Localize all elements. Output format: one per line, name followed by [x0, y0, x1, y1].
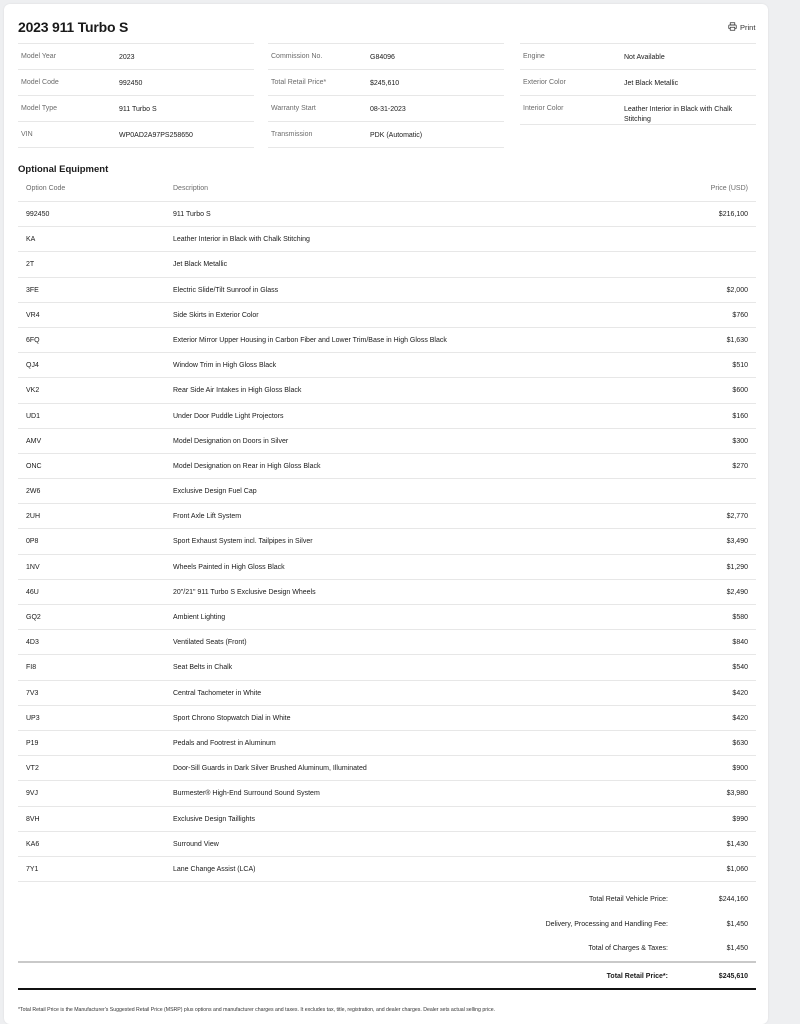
price-cell: $1,630	[726, 336, 748, 344]
option-code-cell: 9VJ	[26, 790, 39, 798]
spec-row	[268, 69, 504, 95]
spec-row	[18, 69, 254, 95]
table-row	[18, 353, 756, 378]
spec-row	[268, 121, 504, 148]
price-cell: $2,490	[726, 588, 748, 596]
price-cell: $1,430	[726, 840, 748, 848]
total-label: Total Retail Vehicle Price:	[589, 896, 668, 903]
final-total-row	[18, 965, 756, 989]
price-cell: $270	[732, 462, 748, 470]
spec-label: Engine	[523, 53, 545, 60]
spec-label: Model Code	[21, 79, 59, 86]
spec-label: Exterior Color	[523, 79, 566, 86]
spec-label: Interior Color	[523, 105, 564, 112]
specs-column-1	[18, 43, 254, 148]
specs-column-3	[520, 43, 756, 125]
option-code-cell: VT2	[26, 765, 39, 773]
option-code-cell: 2UH	[26, 513, 41, 521]
description-cell: Ambient Lighting	[173, 614, 226, 621]
price-cell: $1,060	[726, 865, 748, 873]
option-code-cell: GQ2	[26, 614, 41, 621]
description-cell: Exterior Mirror Upper Housing in Carbon Fiber and Lower Trim/Base in High Gloss Black	[173, 336, 447, 344]
spec-row	[18, 121, 254, 148]
spec-value: WP0AD2A97PS258650	[119, 132, 193, 139]
table-body	[18, 202, 756, 882]
price-cell: $580	[732, 614, 748, 621]
description-cell: Pedals and Footrest in Aluminum	[173, 739, 276, 747]
option-code-cell: 8VH	[26, 815, 40, 823]
option-code-cell: 2W6	[26, 488, 41, 496]
description-cell: Burmester® High-End Surround Sound System	[173, 790, 320, 798]
price-cell: $600	[732, 387, 748, 395]
price-cell: $630	[732, 739, 748, 747]
total-value: $1,450	[726, 920, 748, 928]
price-cell: $3,980	[726, 790, 748, 798]
price-cell: $540	[732, 664, 748, 672]
total-value: $1,450	[726, 945, 748, 952]
table-row	[18, 529, 756, 554]
table-row	[18, 807, 756, 832]
print-button[interactable]	[728, 22, 755, 33]
table-row	[18, 630, 756, 655]
option-code-cell: 7Y1	[26, 865, 39, 873]
description-cell: Window Trim in High Gloss Black	[173, 362, 277, 370]
description-cell: Electric Slide/Tilt Sunroof in Glass	[173, 286, 279, 294]
spec-value: 992450	[119, 80, 143, 87]
specs-column-2	[268, 43, 504, 148]
table-row	[18, 404, 756, 429]
spec-value: G84096	[370, 54, 395, 61]
spec-value: Leather Interior in Black with Chalk Stitching	[624, 106, 733, 123]
description-cell: Jet Black Metallic	[173, 261, 228, 269]
spec-row	[520, 43, 756, 69]
spec-label: Warranty Start	[271, 105, 316, 112]
total-label: Delivery, Processing and Handling Fee:	[545, 920, 668, 928]
total-row	[18, 888, 756, 913]
table-row	[18, 454, 756, 479]
spec-value: 08-31-2023	[370, 106, 406, 113]
description-cell: Under Door Puddle Light Projectors	[173, 412, 284, 420]
option-code-cell: 46U	[26, 588, 39, 596]
option-code-cell: UP3	[26, 714, 40, 722]
spec-value: PDK (Automatic)	[370, 132, 423, 139]
spec-row	[520, 69, 756, 95]
option-code-cell: KA6	[26, 840, 40, 848]
spec-row	[18, 95, 254, 121]
option-code-cell: QJ4	[26, 362, 39, 370]
option-code-cell: 6FQ	[26, 336, 40, 344]
description-cell: Sport Chrono Stopwatch Dial in White	[173, 714, 291, 722]
table-row	[18, 832, 756, 857]
table-row	[18, 731, 756, 756]
table-row	[18, 504, 756, 529]
spec-label: Total Retail Price*	[271, 79, 327, 86]
option-code-cell: 3FE	[26, 286, 39, 294]
table-row	[18, 227, 756, 252]
spec-row	[18, 43, 254, 69]
final-total-underline	[18, 988, 756, 990]
spec-row	[268, 95, 504, 121]
price-cell: $990	[732, 815, 748, 823]
option-code-cell: VR4	[26, 311, 40, 319]
table-row	[18, 655, 756, 680]
description-cell: Sport Exhaust System incl. Tailpipes in Silver	[173, 538, 313, 546]
option-code-cell: P19	[26, 739, 39, 747]
vehicle-summary-card	[4, 4, 768, 1024]
price-cell: $420	[732, 714, 748, 722]
option-code-cell: 2T	[26, 261, 35, 269]
description-cell: 911 Turbo S	[173, 211, 211, 218]
option-code-cell: ONC	[26, 462, 42, 470]
option-code-cell: KA	[26, 236, 36, 244]
description-cell: Surround View	[173, 840, 219, 848]
table-header	[18, 177, 756, 202]
msrp-footnote: *Total Retail Price is the Manufacturer's Suggested Retail Price (MSRP) plus options and manufacturer charges and taxes. It excludes tax, title, registration, and dealer charges. Dealer sets actual selling price.	[18, 1007, 496, 1013]
totals-divider	[18, 961, 756, 963]
description-cell: Seat Belts in Chalk	[173, 664, 233, 672]
description-cell: Central Tachometer in White	[173, 689, 262, 697]
description-cell: Exclusive Design Fuel Cap	[173, 488, 257, 496]
page-title: 2023 911 Turbo S	[18, 19, 129, 35]
spec-value: Jet Black Metallic	[624, 80, 679, 87]
price-cell: $2,000	[726, 286, 748, 294]
total-value: $244,160	[718, 896, 748, 903]
spec-label: Model Year	[21, 53, 57, 60]
table-row	[18, 278, 756, 303]
table-row	[18, 303, 756, 328]
price-cell: $1,290	[726, 563, 748, 571]
printer-icon	[728, 22, 737, 33]
option-code-cell: 992450	[26, 211, 50, 218]
optional-equipment-title: Optional Equipment	[18, 164, 109, 175]
option-code-cell: 1NV	[26, 563, 40, 571]
option-code-cell: FI8	[26, 664, 37, 672]
description-cell: Exclusive Design Taillights	[173, 815, 255, 823]
totals-list	[18, 888, 756, 962]
description-cell: Wheels Painted in High Gloss Black	[173, 563, 285, 571]
price-cell: $2,770	[726, 513, 748, 521]
header-option-code: Option Code	[26, 185, 66, 192]
table-row	[18, 756, 756, 781]
description-cell: Side Skirts in Exterior Color	[173, 311, 259, 319]
option-code-cell: AMV	[26, 437, 42, 445]
final-total-value: $245,610	[718, 973, 748, 980]
option-code-cell: 0P8	[26, 538, 39, 546]
option-code-cell: VK2	[26, 387, 40, 395]
price-cell: $216,100	[718, 211, 748, 218]
description-cell: Leather Interior in Black with Chalk Stitching	[173, 236, 310, 244]
table-row	[18, 378, 756, 403]
spec-row	[520, 95, 756, 125]
spec-label: Model Type	[21, 105, 58, 112]
table-row	[18, 580, 756, 605]
description-cell: Model Designation on Doors in Silver	[173, 437, 289, 445]
total-row	[18, 913, 756, 938]
price-cell: $160	[732, 412, 748, 420]
spec-row	[268, 43, 504, 69]
price-cell: $300	[732, 437, 748, 445]
description-cell: Rear Side Air Intakes in High Gloss Black	[173, 387, 302, 395]
description-cell: Front Axle Lift System	[173, 513, 242, 521]
price-cell: $760	[732, 311, 748, 319]
header-description: Description	[173, 185, 209, 192]
table-row	[18, 857, 756, 882]
spec-label: Transmission	[271, 131, 313, 138]
spec-value: 2023	[119, 54, 135, 61]
spec-label: VIN	[21, 131, 33, 138]
table-row	[18, 202, 756, 227]
optional-equipment-table	[18, 177, 756, 882]
spec-value: Not Available	[624, 54, 665, 61]
table-row	[18, 328, 756, 353]
total-label: Total of Charges & Taxes:	[588, 945, 668, 952]
description-cell: Lane Change Assist (LCA)	[173, 865, 256, 873]
price-cell: $840	[732, 639, 748, 647]
price-cell: $900	[732, 765, 748, 773]
description-cell: 20"/21" 911 Turbo S Exclusive Design Wheels	[173, 588, 316, 596]
table-row	[18, 706, 756, 731]
spec-label: Commission No.	[271, 53, 323, 60]
table-row	[18, 429, 756, 454]
table-row	[18, 479, 756, 504]
spec-value: 911 Turbo S	[119, 106, 157, 113]
table-row	[18, 681, 756, 706]
table-row	[18, 555, 756, 580]
option-code-cell: UD1	[26, 412, 41, 420]
description-cell: Model Designation on Rear in High Gloss Black	[173, 462, 321, 470]
price-cell: $420	[732, 689, 748, 697]
total-row	[18, 937, 756, 962]
description-cell: Ventilated Seats (Front)	[173, 639, 247, 647]
final-total-label: Total Retail Price*:	[606, 973, 668, 980]
table-row	[18, 605, 756, 630]
table-row	[18, 252, 756, 277]
option-code-cell: 4D3	[26, 639, 39, 647]
table-row	[18, 781, 756, 806]
price-totals	[18, 888, 756, 980]
option-code-cell: 7V3	[26, 689, 39, 697]
price-cell: $3,490	[726, 538, 748, 546]
spec-value: $245,610	[370, 80, 400, 87]
description-cell: Door-Sill Guards in Dark Silver Brushed Aluminum, Illuminated	[173, 765, 367, 773]
price-cell: $510	[732, 362, 748, 370]
header-price: Price (USD)	[710, 185, 748, 192]
print-label: Print	[740, 23, 756, 32]
